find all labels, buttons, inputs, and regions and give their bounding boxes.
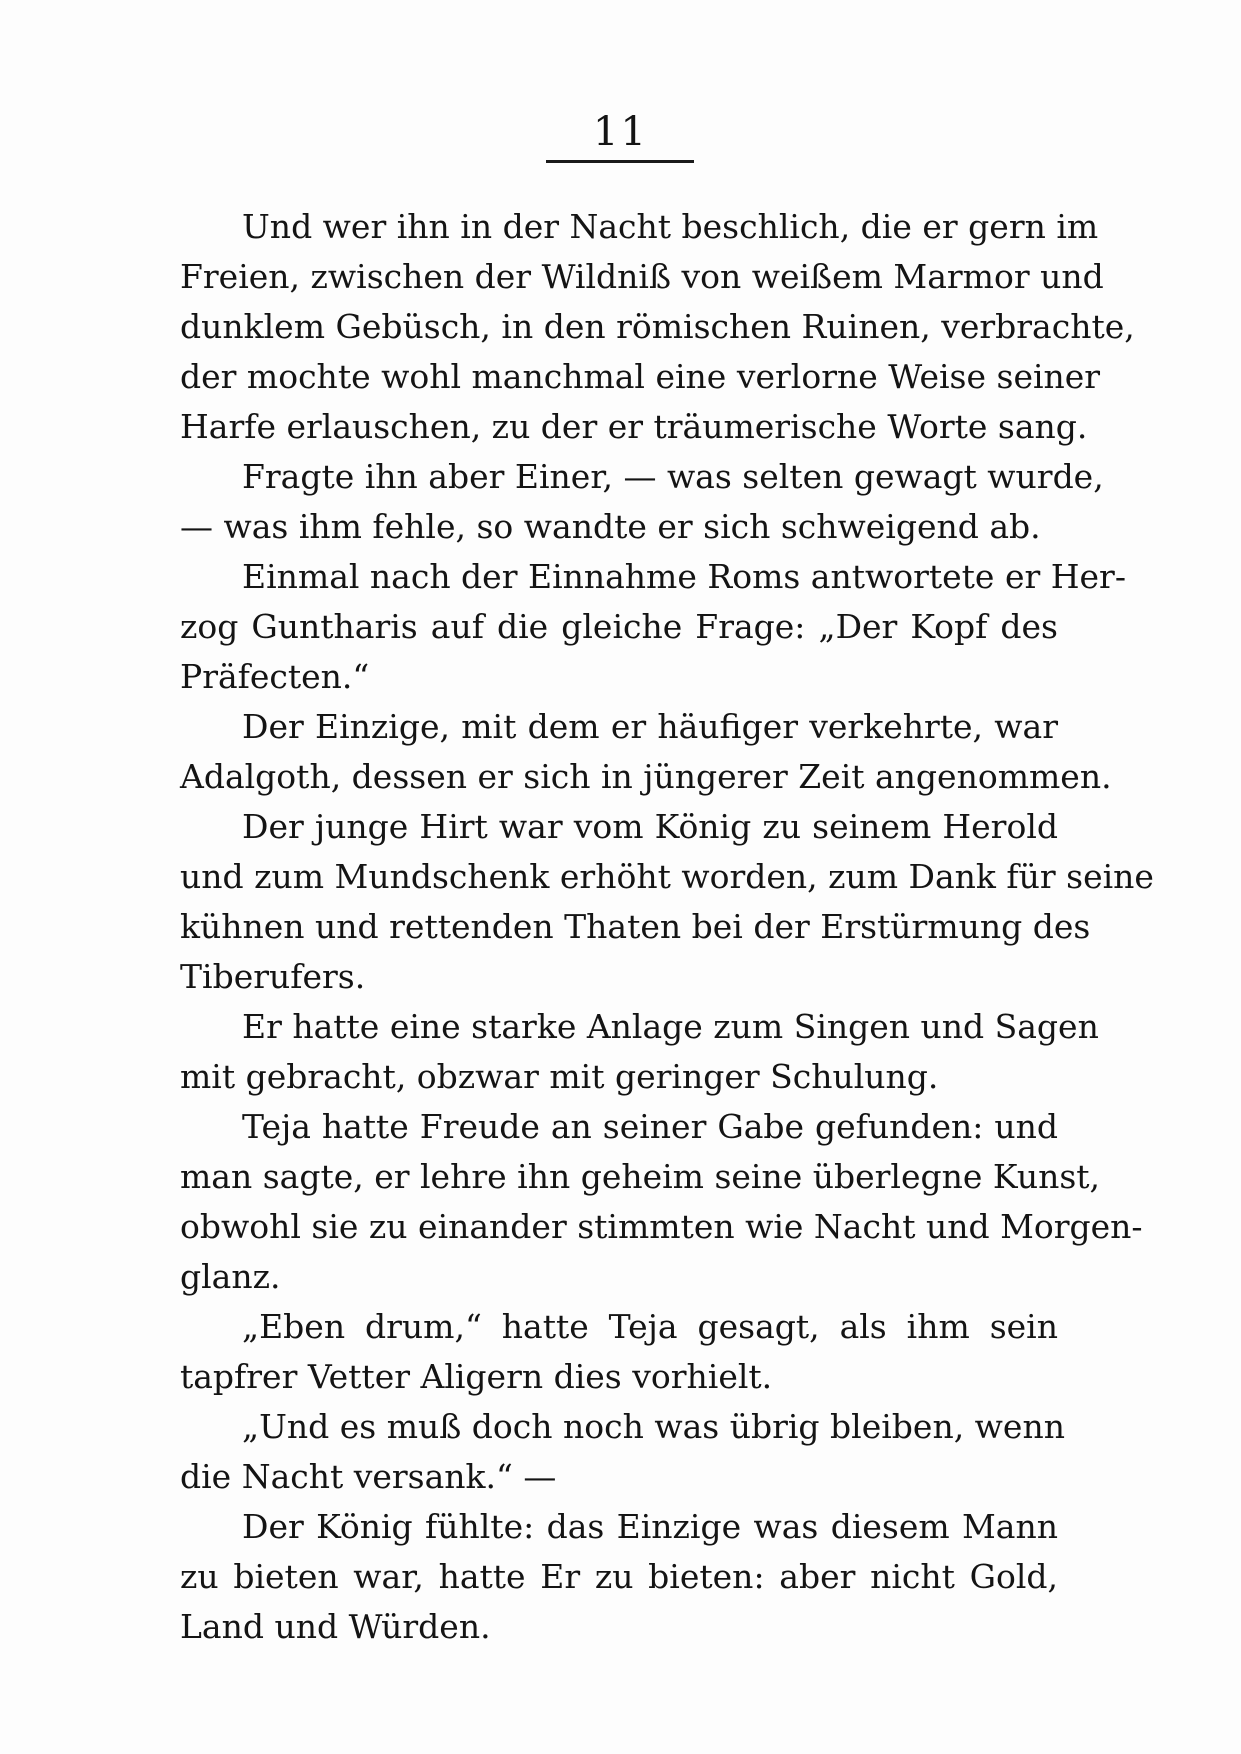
text-line: Fragte ihn aber Einer, — was selten gewagt wurde,	[242, 457, 1104, 496]
text-line: Harfe erlauschen, zu der er träumerische Worte sang.	[180, 407, 1088, 446]
text-line: Und wer ihn in der Nacht beschlich, die er gern im	[242, 207, 1099, 246]
text-line: glanz.	[180, 1257, 281, 1296]
text-line: Adalgoth, dessen er sich in jüngerer Zeit angenommen.	[180, 757, 1112, 796]
text-line: Teja hatte Freude an seiner Gabe gefunden: und	[242, 1107, 1058, 1146]
text-line: Der Einzige, mit dem er häufiger verkehrte, war	[242, 707, 1058, 746]
text-line: Freien, zwischen der Wildniß von weißem Marmor und	[180, 257, 1104, 296]
text-line: „Und es muß doch noch was übrig bleiben, wenn	[242, 1407, 1065, 1446]
body-text	[180, 202, 1154, 1652]
text-line: Der König fühlte: das Einzige was diesem Mann	[242, 1507, 1058, 1546]
text-line: kühnen und rettenden Thaten bei der Erstürmung des	[180, 907, 1091, 946]
text-line: Er hatte eine starke Anlage zum Singen und Sagen	[242, 1007, 1099, 1046]
text-line: Der junge Hirt war vom König zu seinem Herold	[242, 807, 1058, 846]
text-line: der mochte wohl manchmal eine verlorne Weise seiner	[180, 357, 1101, 396]
text-line: Präfecten.“	[180, 657, 370, 696]
text-line: mit gebracht, obzwar mit geringer Schulung.	[180, 1057, 939, 1096]
text-line: zog Guntharis auf die gleiche Frage: „Der Kopf des	[180, 607, 1058, 646]
text-line: man sagte, er lehre ihn geheim seine überlegne Kunst,	[180, 1157, 1101, 1196]
text-line: — was ihm fehle, so wandte er sich schweigend ab.	[180, 507, 1041, 546]
text-line: Land und Würden.	[180, 1607, 491, 1646]
text-line: obwohl sie zu einander stimmten wie Nacht und Morgen-	[180, 1207, 1143, 1246]
page-number-rule	[546, 160, 694, 163]
text-line: die Nacht versank.“ —	[180, 1457, 557, 1496]
text-line: dunklem Gebüsch, in den römischen Ruinen, verbrachte,	[180, 307, 1135, 346]
text-line: Tiberufers.	[180, 957, 366, 996]
text-line: tapfrer Vetter Aligern dies vorhielt.	[180, 1357, 773, 1396]
page-number: 11	[593, 109, 648, 155]
text-line: Einmal nach der Einnahme Roms antwortete er Her-	[242, 557, 1126, 596]
text-line: „Eben drum,“ hatte Teja gesagt, als ihm sein	[242, 1307, 1058, 1346]
text-line: zu bieten war, hatte Er zu bieten: aber nicht Gold,	[180, 1557, 1058, 1596]
text-line: und zum Mundschenk erhöht worden, zum Dank für seine	[180, 857, 1154, 896]
